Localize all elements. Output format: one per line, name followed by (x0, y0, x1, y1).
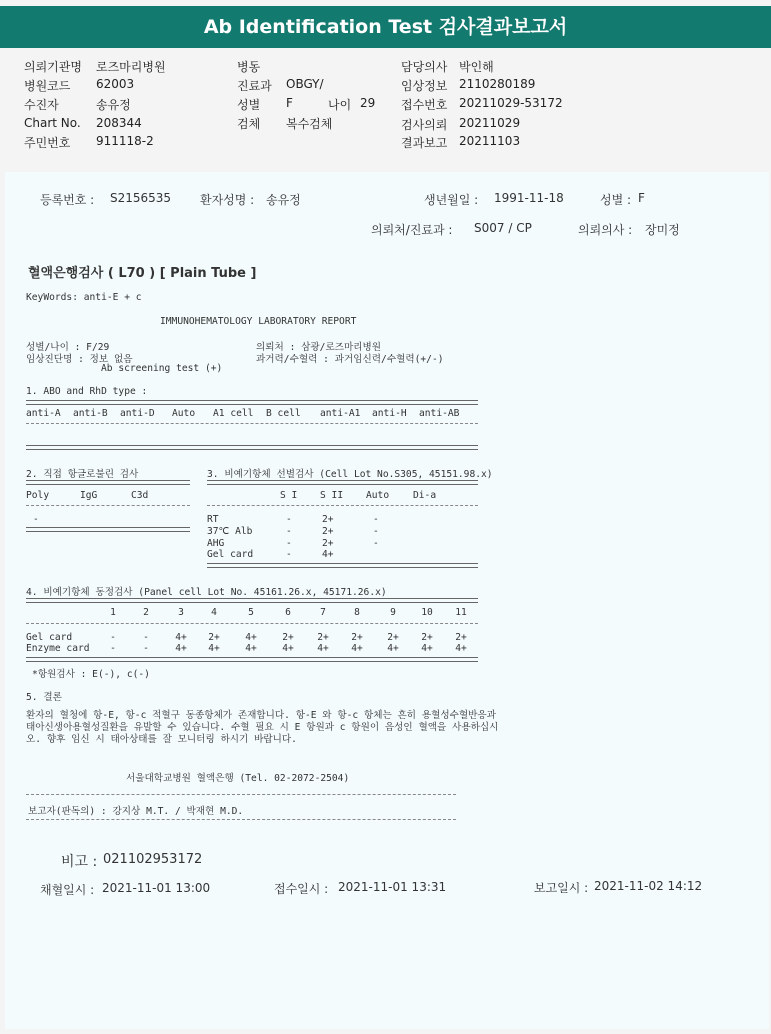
abo-col-anti-b: anti-B (73, 408, 108, 419)
panel-col-header: 11 (455, 607, 467, 618)
chart-no-value: 208344 (96, 116, 142, 130)
panel-cell: 2+ (421, 632, 433, 643)
panel-cell: - (143, 632, 149, 643)
panel-col-header: 6 (285, 607, 291, 618)
dept-label: 진료과 (237, 79, 272, 93)
doctor-label: 담당의사 (401, 60, 448, 74)
dat-mid-rule (26, 505, 190, 506)
screen-cell: - (373, 514, 379, 525)
hospital-code-value: 62003 (96, 77, 135, 91)
screen-col-auto: Auto (366, 490, 390, 501)
screen-bottom-rule (207, 563, 478, 568)
abo-col-anti-d: anti-D (120, 408, 155, 419)
panel-col-header: 2 (143, 607, 149, 618)
dat-top-rule (26, 480, 190, 485)
panel-col-header: 8 (354, 607, 360, 618)
reg-value: S2156535 (110, 191, 172, 205)
report-sex-value: F (638, 191, 645, 205)
req-hospital: 의뢰처 : 삼광/로즈마리병원 (256, 342, 382, 353)
hospital-code-label: 병원코드 (24, 79, 71, 93)
dat-value: - (33, 514, 39, 525)
age-value: 29 (360, 96, 376, 110)
clinical-info-value: 2110280189 (459, 77, 536, 91)
panel-cell: 4+ (351, 643, 363, 654)
panel-cell: 4+ (245, 632, 257, 643)
chart-no-label: Chart No. (24, 116, 81, 130)
screen-cell: - (373, 526, 379, 537)
panel-cell: 2+ (455, 632, 467, 643)
screen-row-label: Gel card (207, 549, 254, 560)
abo-top-rule (26, 400, 478, 405)
resident-no-label: 주민번호 (24, 136, 71, 150)
panel-cell: 2+ (387, 632, 399, 643)
screen-cell: - (286, 549, 292, 560)
panel-col-header: 5 (248, 607, 254, 618)
screen-title: 3. 비예기항체 선별검사 (Cell Lot No.S305, 45151.98.x) (207, 469, 493, 480)
screen-col-dia: Di-a (413, 490, 437, 501)
sex-value: F (286, 96, 293, 110)
abo-col-a1-cell: A1 cell (213, 408, 254, 419)
collect-label: 채혈일시 : (40, 883, 95, 897)
screen-cell: 2+ (322, 526, 334, 537)
conclusion-title: 5. 결론 (26, 692, 62, 703)
hospital-name-label: 의뢰기관명 (24, 60, 82, 74)
screen-cell: - (286, 514, 292, 525)
note-value: 021102953172 (103, 852, 203, 867)
report-date-label: 결과보고 (401, 136, 448, 150)
panel-top-rule (26, 598, 478, 603)
clinical-info-label: 임상정보 (401, 79, 448, 93)
panel-col-header: 10 (421, 607, 433, 618)
screen-cell: - (286, 526, 292, 537)
screen-row-label: 37℃ Alb (207, 526, 253, 537)
keywords: KeyWords: anti-E + c (26, 292, 142, 303)
panel-bottom-rule (26, 657, 478, 662)
panel-row-label: Gel card (26, 632, 73, 643)
panel-cell: - (143, 643, 149, 654)
panel-cell: 4+ (245, 643, 257, 654)
receipt-no-label: 접수번호 (401, 98, 448, 112)
sex-label: 성별 (237, 98, 261, 112)
panel-cell: 4+ (208, 643, 220, 654)
reg-label: 등록번호 : (40, 193, 95, 207)
doctor-value: 박인해 (459, 60, 494, 74)
abo-bottom-rule (26, 445, 478, 450)
abo-col-anti-h: anti-H (372, 408, 407, 419)
request-date-label: 검사의뢰 (401, 118, 448, 132)
screen-row-label: RT (207, 514, 219, 525)
hospital-name-value: 로즈마리병원 (96, 60, 166, 74)
report-date-value: 20211103 (459, 134, 521, 148)
screen-top-rule (207, 480, 478, 485)
panel-col-header: 9 (390, 607, 396, 618)
panel-cell: 4+ (175, 643, 187, 654)
reporter-bottom-rule (26, 819, 456, 820)
birth-label: 생년월일 : (424, 193, 479, 207)
panel-cell: 4+ (317, 643, 329, 654)
collect-value: 2021-11-01 13:00 (102, 881, 211, 895)
reporter: 보고자(판독의) : 강지상 M.T. / 박재현 M.D. (28, 806, 244, 817)
panel-cell: 2+ (317, 632, 329, 643)
panel-cell: - (110, 643, 116, 654)
report-time-label: 보고일시 : (534, 881, 589, 895)
abo-col-anti-a: anti-A (26, 408, 61, 419)
panel-cell: 4+ (421, 643, 433, 654)
patient-label: 수진자 (24, 98, 59, 112)
reporter-top-rule (26, 794, 456, 795)
report-time-value: 2021-11-02 14:12 (594, 879, 703, 893)
report-sex-label: 성별 : (600, 193, 632, 207)
screen-cell: 2+ (322, 538, 334, 549)
dat-bottom-rule (26, 527, 190, 532)
ward-label: 병동 (237, 60, 261, 74)
age-label: 나이 (328, 98, 352, 112)
screen-mid-rule (207, 505, 478, 506)
patient-name-value: 송유정 (266, 193, 301, 207)
abo-title: 1. ABO and RhD type : (26, 386, 148, 397)
panel-col-header: 3 (178, 607, 184, 618)
dat-col-c3d: C3d (131, 490, 149, 501)
note-label: 비고 : (61, 854, 98, 870)
panel-cell: 2+ (351, 632, 363, 643)
abo-col-anti-ab: anti-AB (419, 408, 460, 419)
sex-age: 성별/나이 : F/29 (26, 342, 110, 353)
section-title: 혈액은행검사 ( L70 ) [ Plain Tube ] (28, 266, 257, 281)
abo-col-anti-a1: anti-A1 (320, 408, 361, 419)
dept-req-label: 의뢰처/진료과 : (371, 223, 453, 237)
dat-col-poly: Poly (26, 490, 50, 501)
screening: Ab screening test (+) (101, 363, 223, 374)
req-doctor-label: 의뢰의사 : (578, 223, 633, 237)
conclusion-text: 환자의 혈청에 항-E, 항-c 적혈구 동종항체가 존재합니다. 항-E 와 항-c 항체는 흔히 용혈성수혈반응과 태아신생아용혈성질환을 유발할 수 있습니다. 수혈 필요 시 E 항원과 c 항원이 음성인 혈액을 사용하십시오. 향후 임신 시 태아상태를 잘 모니터링 하시기 바랍니다. (26, 710, 499, 745)
screen-cell: 2+ (322, 514, 334, 525)
panel-cell: 4+ (175, 632, 187, 643)
panel-cell: 2+ (282, 632, 294, 643)
panel-col-header: 4 (211, 607, 217, 618)
screen-col-s2: S II (320, 490, 344, 501)
screen-row-label: AHG (207, 538, 225, 549)
req-doctor-value: 장미정 (645, 223, 680, 237)
report-title: Ab Identification Test 검사결과보고서 (0, 6, 771, 48)
specimen-value: 복수검체 (286, 117, 333, 131)
antigen-test: *항원검사 : E(-), c(-) (32, 669, 150, 680)
panel-mid-rule (26, 623, 478, 624)
panel-cell: 4+ (282, 643, 294, 654)
panel-col-header: 1 (110, 607, 116, 618)
diagnosis: 임상진단명 : 정보 없음 (26, 354, 133, 365)
panel-col-header: 7 (320, 607, 326, 618)
receive-value: 2021-11-01 13:31 (338, 880, 447, 894)
abo-col-auto: Auto (172, 408, 196, 419)
panel-cell: 4+ (387, 643, 399, 654)
dept-req-value: S007 / CP (474, 221, 532, 235)
patient-name-label: 환자성명 : (200, 193, 255, 207)
screen-cell: - (286, 538, 292, 549)
specimen-label: 검체 (237, 117, 261, 131)
patient-value: 송유정 (96, 98, 131, 112)
abo-mid-rule (26, 423, 478, 424)
dat-title: 2. 직접 항글로불린 검사 (26, 469, 139, 480)
screen-col-s1: S I (280, 490, 298, 501)
dept-value: OBGY/ (286, 77, 324, 91)
request-date-value: 20211029 (459, 116, 521, 130)
panel-title: 4. 비예기항체 동정검사 (Panel cell Lot No. 45161.26.x, 45171.26.x) (26, 587, 387, 598)
panel-cell: 2+ (208, 632, 220, 643)
receipt-no-value: 20211029-53172 (459, 96, 563, 110)
panel-row-label: Enzyme card (26, 643, 90, 654)
screen-cell: - (373, 538, 379, 549)
receive-label: 접수일시 : (274, 882, 329, 896)
lab-title: IMMUNOHEMATOLOGY LABORATORY REPORT (160, 316, 357, 327)
resident-no-value: 911118-2 (96, 134, 154, 148)
blood-bank: 서울대학교병원 혈액은행 (Tel. 02-2072-2504) (126, 773, 350, 784)
screen-cell: 4+ (322, 549, 334, 560)
panel-cell: 4+ (455, 643, 467, 654)
abo-col-b-cell: B cell (266, 408, 301, 419)
dat-col-igg: IgG (80, 490, 98, 501)
history: 과거력/수혈력 : 과거임신력/수혈력(+/-) (256, 354, 444, 365)
birth-value: 1991-11-18 (494, 191, 564, 205)
panel-cell: - (110, 632, 116, 643)
